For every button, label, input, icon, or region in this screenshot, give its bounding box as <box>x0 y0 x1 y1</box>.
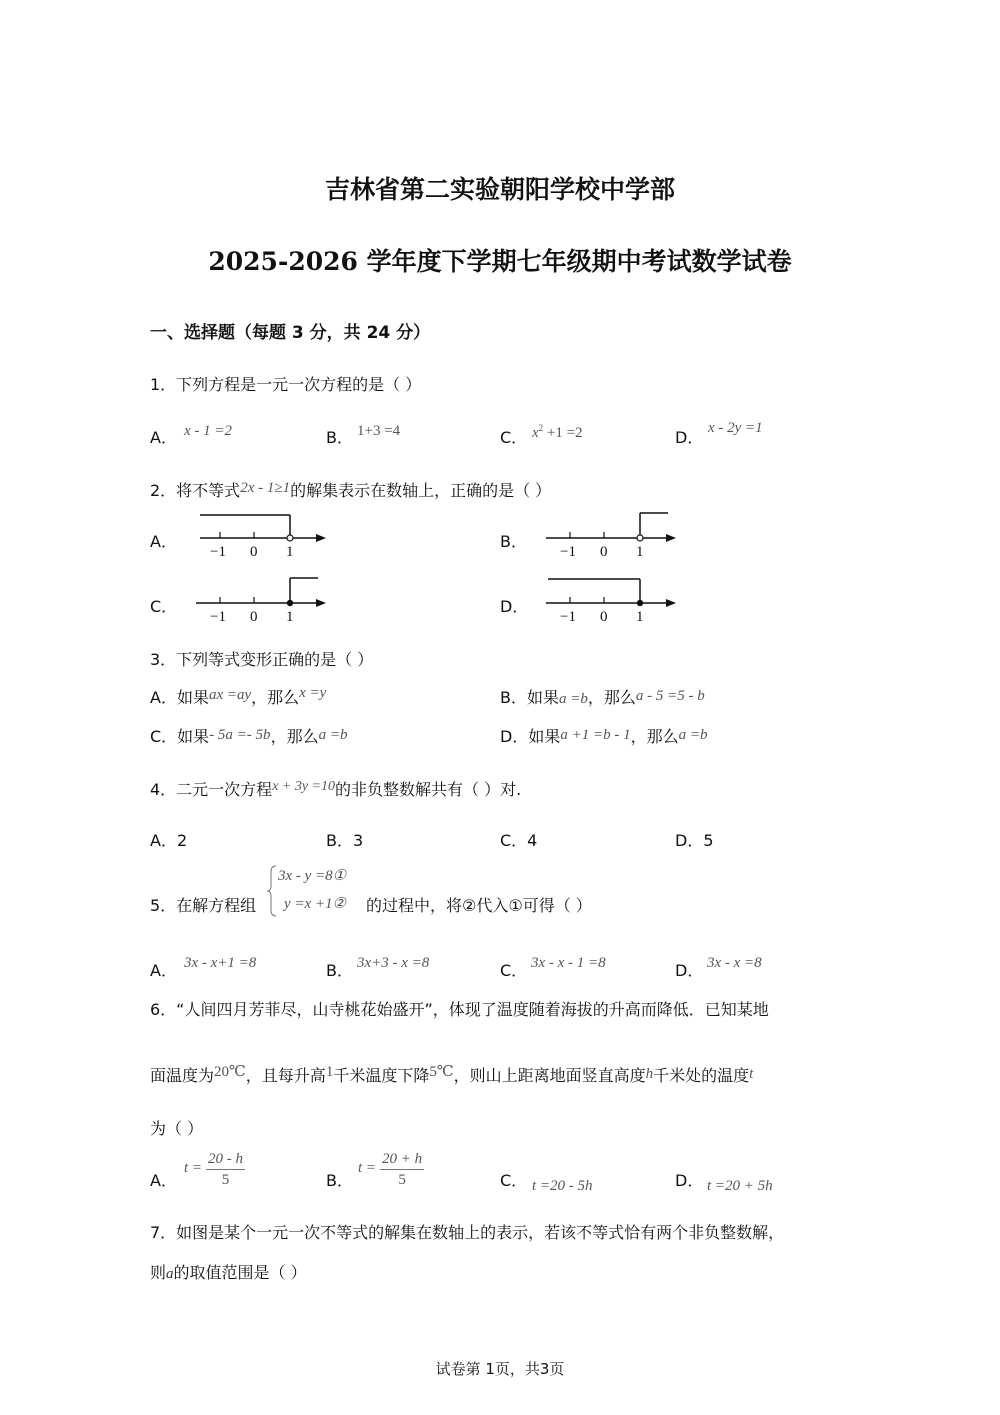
question-5-stem-post: 的过程中，将②代入①可得（ ） <box>366 896 592 915</box>
q5-option-d-expr: 3x - x =8 <box>707 955 762 971</box>
q3-option-d: D．如果a +1 =b - 1，那么a =b <box>500 727 708 746</box>
section-title: 一、选择题（每题 3 分，共 24 分） <box>150 323 431 343</box>
exam-title: 2025-2026 学年度下学期七年级期中考试数学试卷 <box>208 247 792 276</box>
question-3-stem: 3．下列等式变形正确的是（ ） <box>150 650 374 669</box>
q2-number-line-a <box>190 508 330 560</box>
q2-option-d-label: D． <box>500 597 529 616</box>
q1-option-a-expr: x - 1 =2 <box>184 423 233 439</box>
question-4-stem: 4．二元一次方程x + 3y =10的非负整数解共有（ ）对. <box>150 779 522 799</box>
q1-option-d-label: D． <box>675 428 704 447</box>
tick-label: 1 <box>636 609 644 625</box>
q6-option-a-label: A． <box>150 1171 177 1190</box>
q2-option-a-label: A． <box>150 532 177 551</box>
q6-option-b-label: B． <box>326 1171 353 1190</box>
q2-number-line-d <box>540 573 680 625</box>
q1-option-a-label: A． <box>150 428 177 447</box>
tick-label: −1 <box>560 609 576 625</box>
tick-label: 0 <box>250 609 258 625</box>
q6-option-c-label: C． <box>500 1171 528 1190</box>
question-6-line-1: 6．“人间四月芳菲尽，山寺桃花始盛开”，体现了温度随着海拔的升高而降低．已知某地 <box>150 1000 769 1019</box>
q3-option-c: C．如果- 5a =- 5b，那么a =b <box>150 727 348 746</box>
page-footer: 试卷第 1页，共3页 <box>435 1360 565 1378</box>
q2-option-b-label: B． <box>500 532 527 551</box>
q1-option-c-label: C． <box>500 428 528 447</box>
question-7-line-2: 则a的取值范围是（ ） <box>150 1263 307 1282</box>
q5-option-b-expr: 3x+3 - x =8 <box>357 955 430 971</box>
tick-label: 1 <box>636 544 644 560</box>
question-5-stem-pre: 5．在解方程组 <box>150 896 257 915</box>
q5-option-a-expr: 3x - x+1 =8 <box>184 955 257 971</box>
question-1-stem: 1．下列方程是一元一次方程的是（ ） <box>150 375 422 394</box>
q1-option-d-expr: x - 2y =1 <box>708 420 763 436</box>
q1-option-b-label: B． <box>326 428 353 447</box>
tick-label: −1 <box>210 609 226 625</box>
q5-option-c-label: C． <box>500 961 528 980</box>
left-brace <box>266 864 278 918</box>
q6-option-c-expr: t =20 - 5h <box>532 1178 593 1194</box>
q6-option-b-fraction: $\frac{20 + h}{5}$ <box>382 1151 423 1188</box>
question-2-stem: 2．将不等式2x - 1≥1的解集表示在数轴上，正确的是（ ） <box>150 480 552 500</box>
q4-option-d: D．5 <box>675 831 714 850</box>
question-7-line-1: 7．如图是某个一元一次不等式的解集在数轴上的表示，若该不等式恰有两个非负整数解， <box>150 1223 785 1242</box>
q5-option-a-label: A． <box>150 961 177 980</box>
q2-number-line-c <box>190 573 330 625</box>
q5-option-d-label: D． <box>675 961 704 980</box>
question-6-line-2: 面温度为20℃，且每升高1千米温度下降5℃，则山上距离地面竖直高度h千米处的温度t <box>150 1064 754 1085</box>
tick-label: 1 <box>286 544 294 560</box>
q1-option-c-expr: $x^2 +1 =2$ <box>532 423 583 441</box>
q6-option-b-lhs: t = <box>358 1160 377 1176</box>
tick-label: 0 <box>600 609 608 625</box>
q5-option-b-label: B． <box>326 961 353 980</box>
q2-number-line-b <box>540 508 680 560</box>
q4-option-a: A．2 <box>150 831 188 850</box>
school-title: 吉林省第二实验朝阳学校中学部 <box>324 175 675 204</box>
q5-equation-1: 3x - y =8① <box>278 868 347 884</box>
tick-label: 1 <box>286 609 294 625</box>
q6-option-a-fraction: $\frac{20 - h}{5}$ <box>208 1151 243 1188</box>
q2-option-c-label: C． <box>150 597 178 616</box>
q6-option-d-label: D． <box>675 1171 704 1190</box>
q4-option-c: C．4 <box>500 831 538 850</box>
tick-label: 0 <box>600 544 608 560</box>
tick-label: −1 <box>560 544 576 560</box>
q6-option-a-lhs: t = <box>184 1160 203 1176</box>
question-6-line-3: 为（ ） <box>150 1119 204 1138</box>
q3-option-a: A．如果ax =ay，那么x =y <box>150 685 327 707</box>
tick-label: −1 <box>210 544 226 560</box>
q4-option-b: B．3 <box>326 831 364 850</box>
q5-option-c-expr: 3x - x - 1 =8 <box>531 955 606 971</box>
q1-option-b-expr: 1+3 =4 <box>357 423 401 439</box>
q6-option-d-expr: t =20 + 5h <box>707 1178 773 1194</box>
q5-equation-2: y =x +1② <box>284 896 347 912</box>
q3-option-b: B．如果a =b，那么a - 5 =5 - b <box>500 688 705 707</box>
tick-label: 0 <box>250 544 258 560</box>
